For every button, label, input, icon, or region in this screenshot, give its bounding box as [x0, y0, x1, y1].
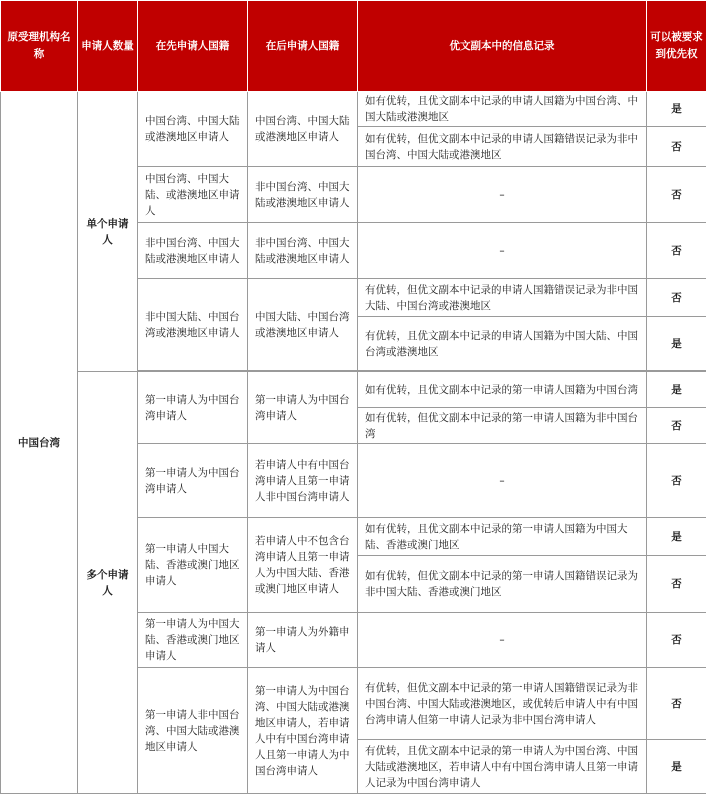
- header-info-record: 优文副本中的信息记录: [358, 1, 647, 92]
- info-record-cell: 如有优转，且优文副本中记录的申请人国籍为中国台湾、中国大陆或港澳地区: [358, 92, 647, 127]
- header-priority: 可以被要求到优先权: [647, 1, 706, 92]
- later-nationality-cell: 非中国台湾、中国大陆或港澳地区申请人: [248, 223, 358, 279]
- first-nationality-cell: 中国台湾、中国大陆或港澳地区申请人: [138, 92, 248, 167]
- later-nationality-cell: 第一申请人为中国台湾、中国大陆或港澳地区申请人，若申请人中有中国台湾申请人且第一申请人为中国台湾申请人: [248, 668, 358, 794]
- first-nationality-cell: 非中国台湾、中国大陆或港澳地区申请人: [138, 223, 248, 279]
- table-row: [1, 372, 706, 408]
- priority-answer: 是: [647, 317, 706, 371]
- later-nationality-cell: 若申请人中有中国台湾申请人且第一申请人非中国台湾申请人: [248, 444, 358, 518]
- priority-answer: 否: [647, 167, 706, 223]
- info-record-cell: 如有优转，但优文副本中记录的第一申请人国籍为非中国台湾: [358, 408, 647, 444]
- info-record-empty: –: [358, 444, 647, 518]
- later-nationality-cell: 第一申请人为中国台湾申请人: [248, 372, 358, 444]
- header-later-nationality: 在后申请人国籍: [248, 1, 358, 92]
- priority-answer: 否: [647, 279, 706, 317]
- first-nationality-cell: 非中国大陆、中国台湾或港澳地区申请人: [138, 279, 248, 371]
- later-nationality-cell: 非中国台湾、中国大陆或港澳地区申请人: [248, 167, 358, 223]
- header-first-nationality: 在先申请人国籍: [138, 1, 248, 92]
- priority-answer: 否: [647, 668, 706, 740]
- later-nationality-cell: 第一申请人为外籍申请人: [248, 613, 358, 668]
- info-record-cell: 有优转，但优文副本中记录的第一申请人国籍错误记录为非中国台湾、中国大陆或港澳地区，或优转后申请人中有中国台湾申请人但第一申请人记录为非中国台湾申请人: [358, 668, 647, 740]
- region-cell: 中国台湾: [1, 92, 78, 794]
- priority-answer: 是: [647, 372, 706, 408]
- first-nationality-cell: 第一申请人为中国大陆、香港或澳门地区申请人: [138, 613, 248, 668]
- later-nationality-cell: 若申请人中不包含台湾申请人且第一申请人为中国大陆、香港或澳门地区申请人: [248, 518, 358, 613]
- first-nationality-cell: 中国台湾、中国大陆、或港澳地区申请人: [138, 167, 248, 223]
- info-record-empty: –: [358, 223, 647, 279]
- info-record-cell: 如有优转，但优文副本中记录的第一申请人国籍错误记录为非中国大陆、香港或澳门地区: [358, 556, 647, 613]
- info-record-empty: –: [358, 167, 647, 223]
- info-record-cell: 有优转，但优文副本中记录的申请人国籍错误记录为非中国大陆、中国台湾或港澳地区: [358, 279, 647, 317]
- multi-applicant-label: 多个申请人: [78, 372, 138, 794]
- priority-answer: 是: [647, 740, 706, 794]
- single-applicant-label: 单个申请人: [78, 92, 138, 372]
- header-row: [1, 1, 706, 92]
- priority-answer: 否: [647, 613, 706, 668]
- priority-answer: 是: [647, 92, 706, 127]
- priority-answer: 是: [647, 518, 706, 556]
- later-nationality-cell: 中国台湾、中国大陆或港澳地区申请人: [248, 92, 358, 167]
- header-office: 原受理机构名称: [1, 1, 78, 92]
- header-applicant-count: 申请人数量: [78, 1, 138, 92]
- priority-answer: 否: [647, 408, 706, 444]
- priority-answer: 否: [647, 444, 706, 518]
- priority-answer: 否: [647, 223, 706, 279]
- info-record-cell: 有优转，且优文副本中记录的申请人国籍为中国大陆、中国台湾或港澳地区: [358, 317, 647, 371]
- first-nationality-cell: 第一申请人中国大陆、香港或澳门地区申请人: [138, 518, 248, 613]
- info-record-cell: 如有优转，且优文副本中记录的第一申请人国籍为中国台湾: [358, 372, 647, 408]
- info-record-cell: 如有优转，且优文副本中记录的第一申请人国籍为中国大陆、香港或澳门地区: [358, 518, 647, 556]
- table-row: [1, 92, 706, 127]
- info-record-cell: 如有优转，但优文副本中记录的申请人国籍错误记录为非中国台湾、中国大陆或港澳地区: [358, 127, 647, 167]
- info-record-cell: 有优转，且优文副本中记录的第一申请人为中国台湾、中国大陆或港澳地区，若申请人中有中国台湾申请人且第一申请人记录为中国台湾申请人: [358, 740, 647, 794]
- first-nationality-cell: 第一申请人非中国台湾、中国大陆或港澳地区申请人: [138, 668, 248, 794]
- priority-answer: 否: [647, 127, 706, 167]
- info-record-empty: –: [358, 613, 647, 668]
- priority-answer: 否: [647, 556, 706, 613]
- first-nationality-cell: 第一申请人为中国台湾申请人: [138, 372, 248, 444]
- later-nationality-cell: 中国大陆、中国台湾或港澳地区申请人: [248, 279, 358, 371]
- first-nationality-cell: 第一申请人为中国台湾申请人: [138, 444, 248, 518]
